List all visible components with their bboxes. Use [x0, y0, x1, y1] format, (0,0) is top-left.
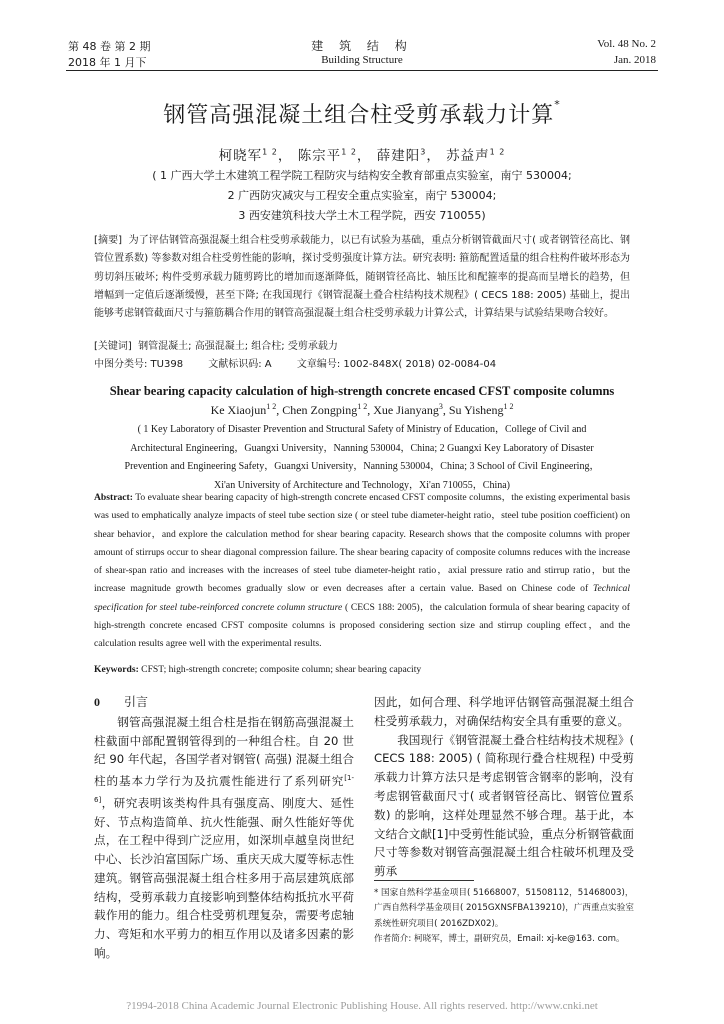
author-name: 苏益声	[446, 148, 490, 164]
affiliation-line-en: Xi'an University of Architecture and Technology，Xi'an 710055，China)	[214, 479, 510, 491]
article-number: 文章编号: 1002-848X( 2018) 02-0084-04	[296, 359, 497, 370]
author-affiliation-mark: 1 2	[266, 402, 277, 411]
section-title: 引言	[124, 695, 149, 709]
affiliation-line-en: Prevention and Engineering Safety，Guangxi University，Nanning 530004，China; 3 School of Civil Engineering，	[124, 461, 600, 473]
abstract-en-text: To evaluate shear bearing capacity of high-strength concrete encased CFST composite columns，the existing experimental basis was used to emphatically analyze impacts of steel tube section size ( or steel tube diameter-height ratio，steel tube position coefficient) on shear behavior，and explore the calculation method for shear bearing capacity. Research shows that the composite columns with proper amount of stirrups occur to shear diagonal compression failure. The shear bearing capacity of composite columns reduces with the increase of shear-span ratio and increases with the increases of steel tube diameter-height ratio，axial pressure ratio and stirrup ratio，but the increase magnitude growth becomes gradually slow or even decreases after a certain value. Based on Chinese code of	[94, 492, 630, 595]
keywords-en	[94, 661, 630, 679]
english-title: Shear bearing capacity calculation of high-strength concrete encased CFST composite columns	[109, 384, 615, 398]
abstract-en-label: Abstract:	[94, 492, 133, 503]
body-paragraph: 因此，如何合理、科学地评估钢管高强混凝土组合柱受剪承载力，对确保结构安全具有重要的意义。	[374, 695, 634, 728]
affiliation-line-en: Architectural Engineering，Guangxi University，Nanning 530004，China; 2 Guangxi Key Laboratory of Disaster	[130, 442, 594, 454]
abstract-cn-text: 为了评估钢管高强混凝土组合柱受剪承载能力，以已有试验为基础，重点分析钢管截面尺寸( 或者钢管径高比、钢管位置系数) 等参数对组合柱受剪性能的影响，探讨受剪强度计算方法。研究表明: 箍筋配置适量的组合柱构件破坏形态为剪切斜压破坏; 构件受剪承载力随剪跨比的增加而逐渐降低，随钢管径高比、轴压比和配箍率的提高而呈增长的趋势，但增幅到一定值后逐渐缓慢，甚至下降; 在我国现行《钢管混凝土叠合柱结构技术规程》( CECS 188: 2005) 基础上，提出能够考虑钢管截面尺寸与箍筋耦合作用的钢管高强混凝土组合柱受剪承载力计算公式，计算结果与试验结果吻合较好。	[94, 235, 631, 320]
author-affiliation-mark: 1 2	[262, 147, 278, 157]
author-affiliation-mark: 1 2	[503, 402, 514, 411]
funding-note: * 国家自然科学基金项目( 51668007，51508112，51468003)，广西自然科学基金项目( 2015GXNSFBA139210)，广西重点实验室系统性研究项目( 2016ZDX02)。	[374, 888, 634, 929]
author-name-en: Ke Xiaojun	[210, 403, 267, 417]
abstract-cn	[94, 232, 630, 323]
author-name: 薛建阳	[376, 148, 421, 164]
affiliation-line: 3 西安建筑科技大学土木工程学院，西安 710055)	[238, 209, 486, 222]
issue-date-en: Jan. 2018	[613, 54, 656, 66]
body-paragraph	[94, 713, 354, 963]
classification-info	[94, 356, 630, 374]
author-affiliation-mark: 3	[438, 402, 443, 411]
english-author-list: Ke Xiaojun$^{1 2}$, Chen Zongping$^{1 2}$, Xue Jianyang$^3$, Su Yisheng$^{1 2}$	[210, 402, 514, 417]
affiliations-cn	[0, 166, 724, 226]
running-header	[0, 0, 724, 70]
footnote-divider	[374, 880, 474, 881]
clc-number: 中图分类号: TU398	[94, 359, 184, 370]
author-affiliation-mark: 1 2	[341, 147, 357, 157]
journal-name-cn: 建 筑 结 构	[311, 39, 413, 53]
affiliations-en	[0, 421, 724, 495]
abstract-en	[94, 489, 630, 654]
copyright-watermark: ?1994-2018 China Academic Journal Electronic Publishing House. All rights reserved. http://www.cnki.net	[126, 1000, 598, 1012]
header-divider	[66, 70, 658, 71]
code-title-italic: Technical specification for steel tube-reinforced concrete column structure	[94, 583, 630, 613]
volume-issue-cn: 第 48 卷 第 2 期	[68, 40, 151, 53]
section-number: 0	[94, 695, 100, 709]
abstract-cn-label: [摘要]	[94, 235, 123, 246]
author-name: 陈宗平	[297, 148, 342, 164]
author-affiliation-mark: 3	[420, 147, 427, 157]
issue-date-cn: 2018 年 1 月下	[68, 56, 147, 69]
abstract-en-text-cont: ( CECS 188: 2005)，the calculation formula of shear bearing capacity of high-strength concrete encased CFST composite columns is proposed considering section size and stirrup coupling effect，and the calculation results agree well with the experimental results.	[94, 601, 630, 650]
body-paragraph: 我国现行《钢管混凝土叠合柱结构技术规程》( CECS 188: 2005) ( 简称现行叠合柱规程) 中受剪承载力计算方法只是考虑钢管含钢率的影响，没有考虑钢管截面尺寸( 或者钢管径高比、钢管位置系数) 的影响，这样处理显然不够合理。基于此，本文结合文献[1]中受剪性能试验，重点分析钢管截面尺寸等参数对钢管高强混凝土组合柱破坏机理及受剪承	[374, 732, 634, 879]
paragraph-text: ，研究表明该类构件具有强度高、刚度大、延性好、节点构造简单、抗火性能强、耐久性能好等优点，在工程中得到广泛应用，如深圳卓越皇岗世纪中心、长沙泊富国际广场、重庆天成大厦等标志性建筑。钢管高强混凝土组合柱多用于高层建筑底部结构，受剪承载力直接影响到整体结构抵抗水平荷载作用的能力。组合柱受剪机理复杂，需要考虑轴力、弯矩和水平剪力的相互作用以及诸多因素的影响。	[94, 795, 354, 961]
citation-ref: [1-6]	[94, 774, 354, 804]
footnote	[374, 886, 634, 948]
keywords-cn-text: 钢管混凝土; 高强混凝土; 组合柱; 受剪承载力	[138, 341, 338, 352]
author-bio: 作者简介: 柯晓军，博士，副研究员，Email: xj-ke@163. com。	[374, 934, 625, 945]
author-affiliation-mark: 1 2	[357, 402, 368, 411]
title-footnote-mark: *	[554, 98, 561, 111]
author-affiliation-mark: 1 2	[489, 147, 506, 157]
section-heading	[94, 693, 354, 712]
document-code: 文献标识码: A	[208, 359, 272, 370]
paragraph-text: 钢管高强混凝土组合柱是指在钢筋高强混凝土柱截面中部配置钢管得到的一种组合柱。自 20 世纪 90 年代起，各国学者对钢管( 高强) 混凝土组合柱的基本力学行为及抗震性能进行了系列研究	[94, 714, 354, 789]
affiliation-line: ( 1 广西大学土木建筑工程学院工程防灾与结构安全教育部重点实验室，南宁 530004;	[152, 169, 572, 182]
author-name-en: Xue Jianyang	[373, 403, 439, 417]
author-list	[0, 144, 724, 164]
journal-name-en: Building Structure	[321, 54, 403, 66]
keywords-cn-label: [关键词]	[94, 341, 132, 352]
body-column-left	[94, 693, 354, 963]
volume-issue-en: Vol. 48 No. 2	[597, 38, 656, 50]
author-name-en: Chen Zongping	[282, 403, 358, 417]
author-name-en: Su Yisheng	[448, 403, 504, 417]
paper-title	[0, 98, 724, 129]
affiliation-line: 2 广西防灾减灾与工程安全重点实验室，南宁 530004;	[227, 189, 497, 202]
body-column-right	[374, 693, 634, 881]
author-separator: ，	[426, 148, 441, 164]
keywords-en-text: CFST; high-strength concrete; composite column; shear bearing capacity	[141, 664, 422, 675]
keywords-en-label: Keywords:	[94, 664, 139, 675]
author-separator: ，	[277, 148, 293, 164]
author-name: 柯晓军	[218, 148, 263, 164]
author-separator: ，	[356, 148, 372, 164]
affiliation-line-en: ( 1 Key Laboratory of Disaster Prevention and Structural Safety of Ministry of Education，College of Civil and	[137, 424, 587, 435]
paper-title-text: 钢管高强混凝土组合柱受剪承载力计算	[163, 103, 555, 128]
keywords-cn	[94, 338, 630, 356]
